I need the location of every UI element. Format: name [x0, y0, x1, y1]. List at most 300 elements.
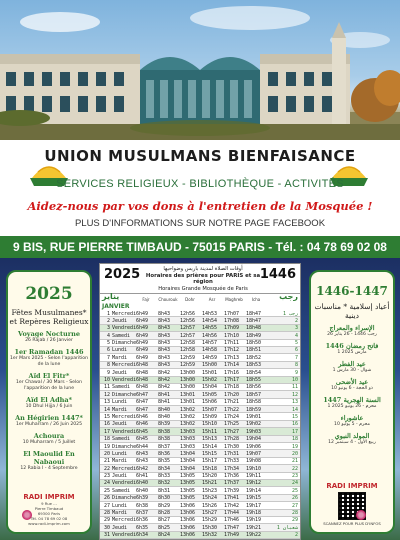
event-date: 1 شوال - 30 مارس [332, 368, 372, 373]
prayer-time: 6h47 [136, 406, 149, 413]
prayer-time: 13h06 [180, 532, 196, 539]
day-number: 24 [103, 480, 110, 487]
right-panel-subtitle: أعياد إسلامية * مناسبات دينية [314, 302, 390, 320]
prayer-time: 12h59 [180, 362, 196, 369]
prayer-time: 17h10 [224, 332, 240, 339]
day-number: 1 [106, 310, 110, 317]
prayer-time: 14h58 [202, 347, 218, 354]
prayer-time: 6h42 [136, 465, 149, 472]
calendar-row [100, 384, 300, 391]
day-name: Mardi [112, 510, 128, 517]
prayer-time: 13h00 [180, 369, 196, 376]
day-number: 19 [103, 443, 110, 450]
prayer-time: 17h44 [224, 510, 240, 517]
event-date: 10 ذو الحجة - 6 يونيو [331, 386, 373, 391]
calendar-row [100, 502, 300, 509]
hijri-day: 23 [291, 473, 298, 480]
prayer-time: 17h36 [224, 473, 240, 480]
day-number: 25 [103, 487, 110, 494]
hijri-day: 5 [294, 340, 298, 347]
prayer-time: 13h05 [180, 495, 196, 502]
prayer-time: 19h21 [246, 524, 262, 531]
calendar-header [100, 264, 300, 294]
column-header: Chourouk [158, 297, 178, 302]
calendar-row [100, 325, 300, 332]
day-number: 14 [103, 406, 110, 413]
calendar-row [100, 465, 300, 472]
day-name: Vendredi [112, 428, 137, 435]
event-name: An Hégirien 1447* [15, 414, 83, 422]
prayer-time: 17h12 [224, 347, 240, 354]
prayer-time: 14h53 [202, 310, 218, 317]
prayer-time: 17h46 [224, 517, 240, 524]
day-number: 7 [106, 354, 110, 361]
prayer-calendar [99, 263, 301, 540]
calendar-row [100, 340, 300, 347]
prayer-time: 15h06 [202, 399, 218, 406]
event-date: 26 Rajab / 26 Janvier [25, 338, 73, 343]
day-number: 11 [103, 384, 110, 391]
prayer-time: 17h39 [224, 487, 240, 494]
hijri-day: 29 [291, 517, 298, 524]
hijri-day: 13 [291, 399, 298, 406]
prayer-time: 18h55 [246, 377, 262, 384]
prayer-time: 19h18 [246, 510, 262, 517]
hijri-day: 12 [291, 391, 298, 398]
day-number: 30 [103, 524, 110, 531]
brand-line: Tél. 04 78 69 02 08 [30, 516, 68, 521]
month-hijri-ar: رجب [279, 292, 298, 301]
prayer-time: 13h05 [180, 480, 196, 487]
prayer-time: 13h06 [180, 510, 196, 517]
prayer-time: 6h49 [136, 317, 149, 324]
prayer-time: 14h56 [202, 332, 218, 339]
brand-line: Pierre Timbaud [34, 506, 64, 511]
prayer-time: 19h14 [246, 487, 262, 494]
calendar-row [100, 399, 300, 406]
hijri-day: 15 [291, 413, 298, 420]
day-number: 16 [103, 421, 110, 428]
prayer-time: 17h22 [224, 406, 240, 413]
prayer-time: 15h13 [202, 436, 218, 443]
prayer-time: 8h33 [158, 473, 171, 480]
prayer-time: 17h27 [224, 428, 240, 435]
hours-title-fr: Horaires des prières pour PARIS et sa région [145, 272, 261, 285]
prayer-time: 6h44 [136, 443, 149, 450]
brand-line: www.radi-imprim.com [28, 521, 70, 526]
prayer-time: 13h03 [180, 443, 196, 450]
day-name: Lundi [112, 502, 128, 509]
day-name: Vendredi [112, 532, 137, 539]
hijri-day: 26 [291, 495, 298, 502]
prayer-time: 18h50 [246, 340, 262, 347]
calendar-year-hijri: 1446 [259, 267, 296, 282]
event-date: 26 رجب 1446 - 26 يناير [327, 332, 377, 337]
day-name: Jeudi [112, 369, 128, 376]
prayer-time: 8h40 [158, 413, 171, 420]
prayer-time: 6h36 [136, 517, 149, 524]
prayer-time: 15h24 [202, 495, 218, 502]
prayer-time: 6h43 [136, 450, 149, 457]
prayer-time: 19h01 [246, 413, 262, 420]
day-number: 6 [106, 347, 110, 354]
calendar-row [100, 391, 300, 398]
prayer-time: 6h46 [136, 413, 149, 420]
event-date: 10 محرم - 5 يوليو [334, 422, 370, 427]
services-line: SERVICES RELIGIEUX - BIBLIOTHÈQUE - ACTIVITÉS [56, 178, 344, 190]
column-header: Icha [251, 297, 261, 302]
calendar-row [100, 332, 300, 339]
prayer-time: 18h47 [246, 310, 262, 317]
event-item [311, 414, 393, 428]
event-item [8, 330, 90, 344]
prayer-time: 8h43 [158, 340, 171, 347]
prayer-time: 8h36 [158, 450, 171, 457]
event-name: السنة الهجرية 1447 [323, 396, 381, 404]
day-name: Samedi [112, 384, 131, 391]
organization-name: UNION MUSULMANS BIENFAISANCE [44, 147, 356, 165]
prayer-time: 12h56 [180, 310, 196, 317]
prayer-time: 12h58 [180, 340, 196, 347]
prayer-time: 6h49 [136, 332, 149, 339]
prayer-time: 8h25 [158, 524, 171, 531]
prayer-time: 14h59 [202, 354, 218, 361]
prayer-time: 18h59 [246, 406, 262, 413]
qr-label: SCANNEZ POUR PLUS D'INFOS [323, 521, 381, 526]
day-number: 3 [106, 325, 110, 332]
prayer-time: 15h14 [202, 443, 218, 450]
calendar-row [100, 406, 300, 413]
calendar-row [100, 377, 300, 384]
hijri-day: 25 [291, 487, 298, 494]
prayer-time: 6h37 [136, 510, 149, 517]
hijri-day: 7 [294, 354, 298, 361]
prayer-time: 19h11 [246, 473, 262, 480]
day-number: 5 [106, 340, 110, 347]
prayer-time: 6h40 [136, 480, 149, 487]
column-header: Asr [208, 297, 216, 302]
prayer-time: 13h02 [180, 406, 196, 413]
calendar-row [100, 524, 300, 531]
brand-line: 9 Rue ... [41, 501, 57, 506]
day-name: Mardi [112, 354, 128, 361]
prayer-hours-title [144, 266, 262, 292]
event-name: Aïd El Adha* [26, 396, 72, 404]
prayer-time: 13h01 [180, 391, 196, 398]
prayer-time: 6h48 [136, 362, 149, 369]
day-name: Samedi [112, 436, 131, 443]
prayer-time: 8h32 [158, 480, 171, 487]
day-number: 21 [103, 458, 110, 465]
event-name: Aïd El Fitr* [28, 372, 70, 380]
prayer-time: 8h43 [158, 362, 171, 369]
prayer-time: 19h08 [246, 458, 262, 465]
hijri-day: 24 [291, 480, 298, 487]
prayer-time: 8h34 [158, 465, 171, 472]
event-date: 1er Muharram / 26 Juin 2025 [15, 422, 83, 427]
calendar-row [100, 310, 300, 317]
prayer-time: 15h09 [202, 413, 218, 420]
day-name: Dimanche [112, 391, 137, 398]
hours-title-ar: أوقات الصلاة لمدينة باريس وضواحيها [163, 266, 243, 272]
calendar-row [100, 443, 300, 450]
event-name: عيد الأضحى [335, 378, 369, 386]
prayer-time: 6h38 [136, 502, 149, 509]
prayer-time: 17h30 [224, 443, 240, 450]
prayer-time: 13h06 [180, 524, 196, 531]
day-number: 27 [103, 502, 110, 509]
hijri-day: 18 [291, 436, 298, 443]
prayer-time: 14h55 [202, 325, 218, 332]
calendar-row [100, 480, 300, 487]
prayer-time: 13h01 [180, 399, 196, 406]
prayer-time: 19h06 [246, 443, 262, 450]
prayer-time: 19h10 [246, 465, 262, 472]
mosque-illustration [0, 0, 400, 140]
prayer-time: 13h02 [180, 421, 196, 428]
calendar-row [100, 436, 300, 443]
day-name: Mardi [112, 406, 128, 413]
prayer-time: 8h40 [158, 406, 171, 413]
hijri-day: 1 شعبان [276, 524, 298, 531]
calendar-row [100, 317, 300, 324]
prayer-time: 13h00 [180, 377, 196, 384]
prayer-time: 17h33 [224, 458, 240, 465]
prayer-time: 15h26 [202, 502, 218, 509]
month-gregorian: JANVIER [102, 303, 130, 310]
hijri-day: 20 [291, 450, 298, 457]
prayer-time: 13h06 [180, 517, 196, 524]
day-number: 31 [103, 532, 110, 539]
day-number: 8 [106, 362, 110, 369]
prayer-time: 13h04 [180, 458, 196, 465]
prayer-time: 15h20 [202, 473, 218, 480]
prayer-time: 18h48 [246, 325, 262, 332]
day-name: Dimanche [112, 443, 137, 450]
prayer-time: 6h49 [136, 354, 149, 361]
event-item [8, 348, 90, 368]
event-date: 1 مارس 2025 [337, 350, 367, 355]
prayer-time: 17h31 [224, 450, 240, 457]
prayer-time: 6h49 [136, 340, 149, 347]
prayer-time: 13h05 [180, 487, 196, 494]
hijri-day: 2 [294, 532, 298, 539]
brand-name: RADI IMPRIM [326, 482, 378, 490]
event-date: 1 محرم - 26 يونيو 2025 [327, 404, 377, 409]
prayer-time: 6h39 [136, 495, 149, 502]
prayer-time: 17h25 [224, 421, 240, 428]
prayer-time: 17h08 [224, 317, 240, 324]
prayer-time: 19h22 [246, 532, 262, 539]
day-number: 10 [103, 377, 110, 384]
prayer-time: 17h20 [224, 391, 240, 398]
prayer-time: 13h03 [180, 436, 196, 443]
prayer-time: 15h10 [202, 421, 218, 428]
prayer-time: 13h02 [180, 413, 196, 420]
prayer-time: 17h11 [224, 340, 240, 347]
event-date: 12 ربيع الأول - 4 سبتمبر [328, 440, 376, 445]
day-number: 28 [103, 510, 110, 517]
prayer-time: 18h51 [246, 347, 262, 354]
prayer-time: 17h49 [224, 532, 240, 539]
prayer-time: 13h05 [180, 473, 196, 480]
prayer-time: 15h27 [202, 510, 218, 517]
prayer-time: 8h42 [158, 377, 171, 384]
day-name: Mercredi [112, 310, 137, 317]
day-number: 22 [103, 465, 110, 472]
hijri-day: 21 [291, 458, 298, 465]
calendar-row [100, 369, 300, 376]
prayer-time: 17h17 [224, 377, 240, 384]
event-name: Achoura [33, 432, 65, 440]
day-number: 2 [106, 317, 110, 324]
day-name: Jeudi [112, 421, 128, 428]
calendar-row [100, 450, 300, 457]
calendar-row [100, 362, 300, 369]
right-events-list [311, 324, 393, 446]
day-number: 9 [106, 369, 110, 376]
prayer-time: 14h54 [202, 317, 218, 324]
prayer-time: 12h57 [180, 325, 196, 332]
day-number: 4 [106, 332, 110, 339]
hijri-day: 17 [291, 428, 298, 435]
calendar-row [100, 532, 300, 539]
event-item [311, 396, 393, 410]
event-item [8, 372, 90, 392]
prayer-time: 12h59 [180, 354, 196, 361]
prayer-time: 14h57 [202, 340, 218, 347]
prayer-time: 12h56 [180, 317, 196, 324]
prayer-time: 17h16 [224, 369, 240, 376]
event-name: عاشوراء [340, 414, 364, 422]
prayer-time: 13h04 [180, 450, 196, 457]
day-name: Jeudi [112, 524, 128, 531]
prayer-time: 8h43 [158, 332, 171, 339]
event-item [311, 324, 393, 338]
column-header: Maghreb [225, 297, 243, 302]
hijri-day: 2 [294, 317, 298, 324]
event-name: Voyage Nocturne [18, 330, 80, 338]
prayer-time: 15h21 [202, 480, 218, 487]
hijri-day: 22 [291, 465, 298, 472]
prayer-time: 17h41 [224, 495, 240, 502]
month-gregorian-ar: يناير [102, 292, 120, 301]
facebook-note: PLUS D'INFORMATIONS SUR NOTRE PAGE FACEBOOK [74, 218, 326, 229]
prayer-time: 17h18 [224, 384, 240, 391]
day-name: Jeudi [112, 317, 128, 324]
day-number: 12 [103, 391, 110, 398]
event-item [8, 396, 90, 410]
event-name: عيد الفطر [338, 360, 366, 368]
prayer-time: 19h07 [246, 450, 262, 457]
prayer-time: 6h34 [136, 532, 149, 539]
prayer-time: 18h52 [246, 354, 262, 361]
event-name: 1er Ramadan 1446 [14, 348, 84, 356]
calendar-row [100, 517, 300, 524]
prayer-time: 13h06 [180, 502, 196, 509]
event-item [311, 360, 393, 374]
day-name: Samedi [112, 487, 131, 494]
prayer-time: 17h09 [224, 325, 240, 332]
prayer-time: 6h45 [136, 428, 149, 435]
event-date: 1er Mars 2025 - Selon l'apparition de la lune [9, 356, 89, 367]
prayer-time: 6h47 [136, 391, 149, 398]
prayer-time: 15h17 [202, 458, 218, 465]
prayer-time: 19h19 [246, 517, 262, 524]
prayer-time: 8h43 [158, 325, 171, 332]
prayer-time: 18h47 [246, 317, 262, 324]
hijri-day: 6 [294, 347, 298, 354]
hijri-day: 8 [294, 362, 298, 369]
prayer-time: 8h38 [158, 436, 171, 443]
prayer-time: 8h42 [158, 369, 171, 376]
prayer-time: 17h42 [224, 502, 240, 509]
prayer-time: 8h24 [158, 532, 171, 539]
event-date: 12 Rabia I - 4 Septembre [20, 466, 78, 471]
donation-slogan: Aidez-nous par vos dons à l'entretien de la Mosquée ! [27, 199, 373, 213]
event-name: El Maoulid En Nabaoui [23, 450, 75, 466]
day-name: Dimanche [112, 340, 137, 347]
brand-lines [8, 501, 90, 526]
prayer-time: 19h15 [246, 495, 262, 502]
event-date: 10 Dhul Hijja / 6 Juin [25, 404, 73, 409]
hijri-years: 1446-1447 [316, 284, 388, 298]
event-item [311, 342, 393, 356]
column-headers [100, 297, 300, 309]
prayer-time: 8h35 [158, 458, 171, 465]
day-name: Mardi [112, 458, 128, 465]
prayer-time: 15h07 [202, 406, 218, 413]
prayer-time: 15h30 [202, 524, 218, 531]
calendar-row [100, 413, 300, 420]
day-name: Mercredi [112, 517, 137, 524]
prayer-time: 8h29 [158, 502, 171, 509]
prayer-time: 19h02 [246, 421, 262, 428]
prayer-time: 17h34 [224, 465, 240, 472]
prayer-time: 18h53 [246, 362, 262, 369]
prayer-time: 8h38 [158, 428, 171, 435]
prayer-time: 8h41 [158, 399, 171, 406]
gregorian-year: 2025 [25, 284, 73, 304]
prayer-time: 6h45 [136, 436, 149, 443]
prayer-time: 8h41 [158, 391, 171, 398]
day-name: Mercredi [112, 465, 137, 472]
prayer-time: 6h48 [136, 384, 149, 391]
prayer-time: 6h47 [136, 399, 149, 406]
prayer-time: 15h29 [202, 517, 218, 524]
rose-icon [22, 510, 32, 520]
prayer-time: 8h27 [158, 517, 171, 524]
day-number: 23 [103, 473, 110, 480]
prayer-time: 6h49 [136, 310, 149, 317]
day-name: Lundi [112, 399, 128, 406]
left-events-list [8, 330, 90, 472]
prayer-time: 19h12 [246, 480, 262, 487]
prayer-time: 6h40 [136, 487, 149, 494]
hijri-day: 10 [291, 377, 298, 384]
brand-name: RADI IMPRIM [23, 493, 75, 501]
calendar-row [100, 354, 300, 361]
prayer-time: 8h43 [158, 317, 171, 324]
hijri-day: 3 [294, 325, 298, 332]
prayer-time: 17h47 [224, 524, 240, 531]
day-name: Vendredi [112, 325, 137, 332]
event-item [311, 432, 393, 446]
event-date: 10 Muharram / 5 Juillet [22, 440, 76, 445]
day-name: Lundi [112, 450, 128, 457]
prayer-time: 8h28 [158, 510, 171, 517]
prayer-time: 18h49 [246, 332, 262, 339]
